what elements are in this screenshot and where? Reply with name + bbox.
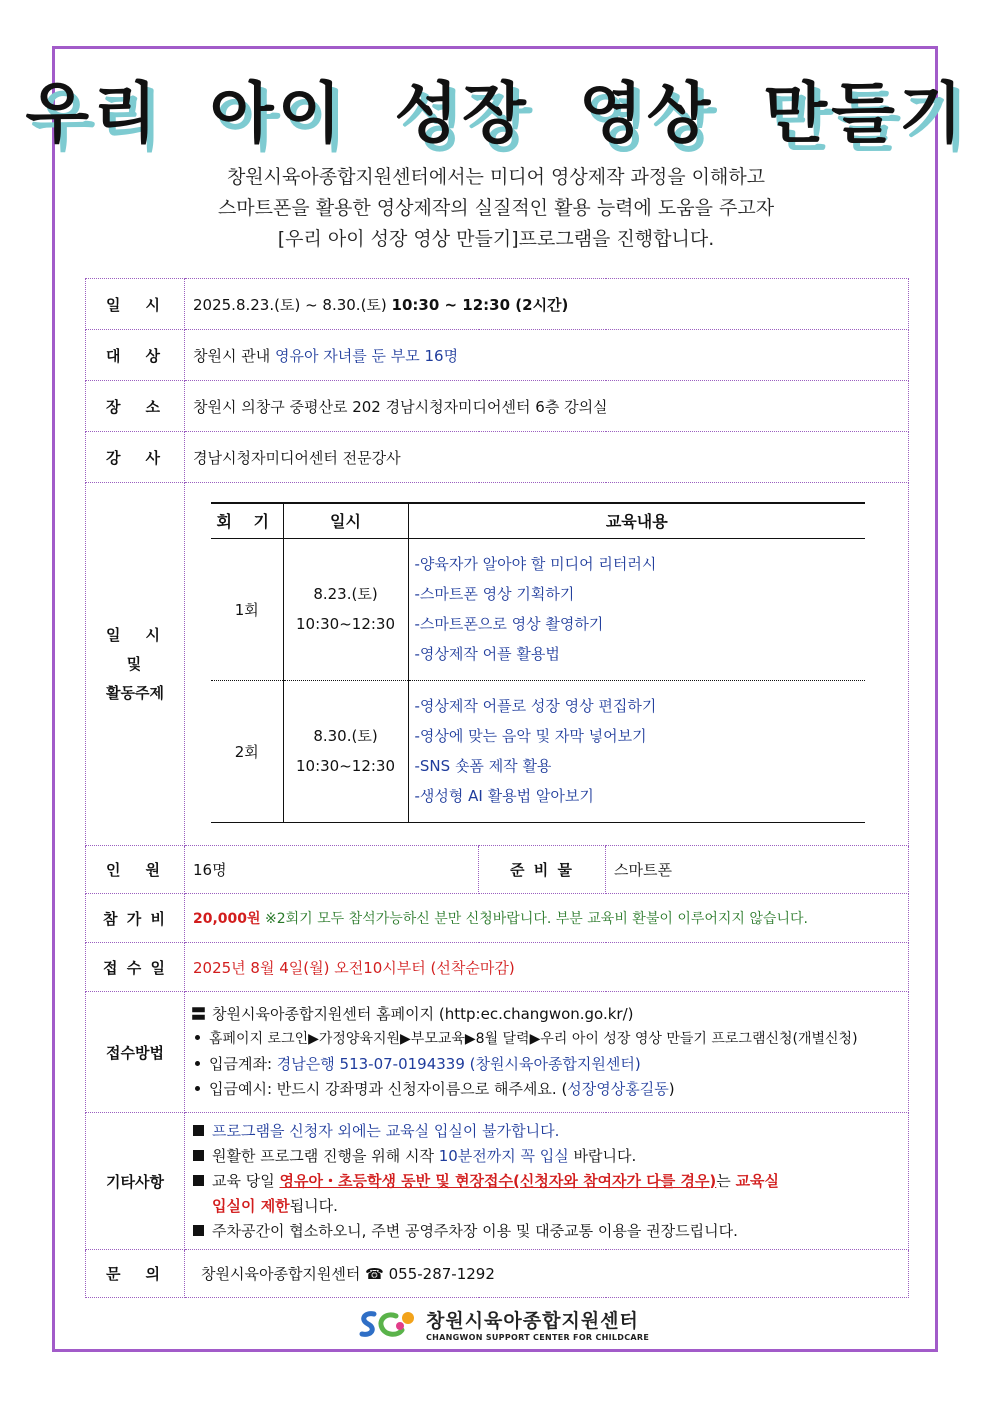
- bullet-icon: [195, 1035, 200, 1040]
- contact-value: 창원시육아종합지원센터 ☎ 055-287-1292: [185, 1250, 909, 1298]
- label-people: 인 원: [106, 861, 162, 879]
- etc-line: 바랍니다.: [568, 1146, 637, 1165]
- label-prep: 준 비 물: [479, 846, 606, 894]
- session-item: -SNS 숏폼 제작 활용: [414, 757, 552, 775]
- etc-line: 됩니다.: [289, 1196, 338, 1215]
- bank-account: 경남은행 513-07-0194339 (창원시육아종합지원센터): [276, 1055, 641, 1073]
- row-receipt: [86, 943, 909, 992]
- row-contact: [86, 1250, 909, 1298]
- header-date: 일시: [283, 503, 408, 539]
- row-people: [86, 846, 909, 894]
- intro-text: [0, 162, 992, 255]
- bullet-icon: [195, 1061, 200, 1066]
- label-method: 접수방법: [86, 992, 185, 1113]
- row-etc: [86, 1113, 909, 1250]
- info-table: [85, 278, 909, 1298]
- equals-icon: 〓: [191, 1005, 207, 1023]
- session-item: -영상제작 어플 활용법: [414, 645, 560, 663]
- session-item: -영상제작 어플로 성장 영상 편집하기: [414, 697, 657, 715]
- time-value: 10:30 ~ 12:30 (2시간): [391, 295, 569, 314]
- label-instructor: 강 사: [106, 448, 162, 467]
- label-place: 장 소: [106, 397, 162, 416]
- deposit-example: 성장영상홍길동: [567, 1080, 669, 1098]
- etc-line: 프로그램을 신청자 외에는 교육실 입실이 불가합니다.: [212, 1121, 560, 1140]
- row-date: [86, 279, 909, 330]
- fee-note: ※2회기 모두 참석가능하신 분만 신청바랍니다. 부분 교육비 환불이 이루어지지 않습니다.: [260, 911, 808, 927]
- row-instructor: [86, 432, 909, 483]
- header-round: 회 기: [211, 503, 283, 539]
- label-schedule-3: 활동주제: [106, 683, 164, 702]
- square-bullet-icon: [193, 1175, 204, 1186]
- session-time: 10:30~12:30: [295, 615, 396, 633]
- session-date: 8.30.(토): [313, 727, 378, 745]
- intro-line: 스마트폰을 활용한 영상제작의 실질적인 활용 능력에 도움을 주고자: [217, 197, 775, 219]
- intro-line: [우리 아이 성장 영상 만들기]프로그램을 진행합니다.: [277, 228, 715, 250]
- logo-icon: [356, 1306, 420, 1342]
- intro-line: 창원시육아종합지원센터에서는 미디어 영상제작 과정을 이해하고: [226, 166, 766, 188]
- target-value: 영유아 자녀를 둔 부모 16명: [275, 346, 459, 365]
- org-name-english: CHANGWON SUPPORT CENTER FOR CHILDCARE: [426, 1333, 650, 1342]
- etc-line: 주차공간이 협소하오니, 주변 공영주차장 이용 및 대중교통 이용을 권장드립니다.: [212, 1221, 738, 1240]
- label-date: 일 시: [106, 295, 162, 314]
- label-fee: 참 가 비: [86, 894, 185, 943]
- session-round: 2회: [211, 680, 283, 822]
- row-method: [86, 992, 909, 1113]
- etc-warning: 영유아・초등학생 동반 및 현장접수(신청자와 참여자가 다를 경우): [279, 1171, 717, 1190]
- session-time: 10:30~12:30: [295, 757, 396, 775]
- method-line-suffix: ): [668, 1080, 675, 1098]
- etc-line: 는: [716, 1171, 736, 1190]
- etc-line: 교육 당일: [212, 1171, 280, 1190]
- row-place: [86, 381, 909, 432]
- session-date: 8.23.(토): [313, 585, 378, 603]
- session-item: -스마트폰 영상 기획하기: [414, 585, 575, 603]
- etc-emphasis: 10분전까지 꼭 입실: [438, 1146, 569, 1165]
- place-value: 창원시 의창구 중평산로 202 경남시청자미디어센터 6층 강의실: [185, 381, 909, 432]
- label-receipt: 접 수 일: [86, 943, 185, 992]
- footer-logo: [356, 1306, 649, 1342]
- label-contact: 문 의: [106, 1265, 162, 1283]
- row-fee: [86, 894, 909, 943]
- method-line: 홈페이지 로그인▶가정양육지원▶부모교육▶8월 달력▶우리 아이 성장 영상 만들기 프로그램신청(개별신청): [209, 1031, 858, 1047]
- session-row: [211, 680, 865, 822]
- instructor-value: 경남시청자미디어센터 전문강사: [185, 432, 909, 483]
- org-name-korean: 창원시육아종합지원센터: [426, 1310, 639, 1332]
- etc-warning: 교육실: [735, 1171, 780, 1190]
- etc-line: 원활한 프로그램 진행을 위해 시작: [212, 1146, 439, 1165]
- prep-value: 스마트폰: [606, 846, 909, 894]
- page-title: 우리 아이 성장 영상 만들기: [25, 75, 967, 152]
- target-prefix: 창원시 관내: [193, 346, 275, 365]
- label-schedule-2: 및: [126, 654, 144, 673]
- row-schedule: [86, 483, 909, 846]
- square-bullet-icon: [193, 1150, 204, 1161]
- label-schedule-1: 일 시: [106, 625, 162, 644]
- label-target: 대 상: [106, 346, 162, 365]
- etc-warning: 입실이 제한: [212, 1196, 290, 1215]
- square-bullet-icon: [193, 1125, 204, 1136]
- people-value: 16명: [185, 846, 479, 894]
- session-item: -양육자가 알아야 할 미디어 리터러시: [414, 555, 657, 573]
- header-content: 교육내용: [408, 503, 865, 539]
- row-target: [86, 330, 909, 381]
- method-line: 입금예시: 반드시 강좌명과 신청자이름으로 해주세요. (: [209, 1080, 568, 1098]
- session-row: [211, 538, 865, 680]
- receipt-value: 2025년 8월 4일(월) 오전10시부터 (선착순마감): [185, 943, 909, 992]
- session-item: -스마트폰으로 영상 촬영하기: [414, 615, 604, 633]
- date-value: 2025.8.23.(토) ~ 8.30.(토): [193, 295, 392, 314]
- session-round: 1회: [211, 538, 283, 680]
- session-item: -영상에 맞는 음악 및 자막 넣어보기: [414, 727, 647, 745]
- schedule-table: [211, 502, 865, 823]
- square-bullet-icon: [193, 1225, 204, 1236]
- label-etc: 기타사항: [86, 1113, 185, 1250]
- bullet-icon: [195, 1086, 200, 1091]
- session-item: -생성형 AI 활용법 알아보기: [414, 787, 594, 805]
- fee-amount: 20,000원: [193, 911, 261, 927]
- method-line: 창원시육아종합지원센터 홈페이지 (http:ec.changwon.go.kr/): [212, 1005, 634, 1023]
- method-line: 입금계좌:: [209, 1055, 277, 1073]
